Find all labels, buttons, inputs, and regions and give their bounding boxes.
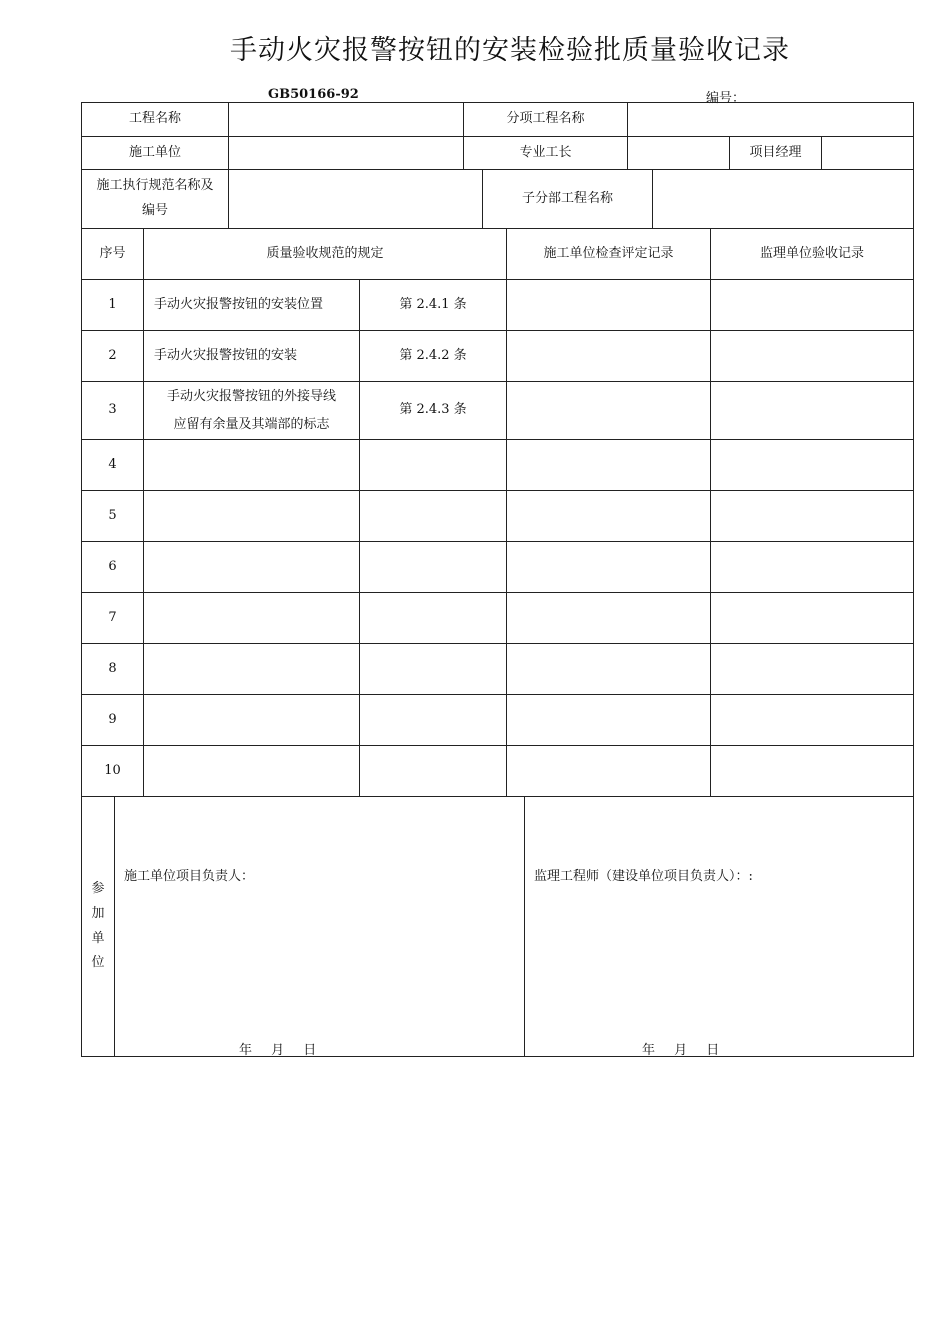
inspection-table [81, 228, 914, 797]
row-supervisor-record-field[interactable] [711, 491, 914, 542]
row-clause-field[interactable] [360, 746, 507, 797]
row-contractor-record-field[interactable] [507, 593, 711, 644]
row-no: 2 [82, 331, 144, 382]
page-title: 手动火灾报警按钮的安装检验批质量验收记录 [230, 35, 790, 66]
row-no: 7 [82, 593, 144, 644]
row-no: 3 [82, 382, 144, 440]
row-no: 1 [82, 280, 144, 331]
row-no: 10 [82, 746, 144, 797]
row-supervisor-record-field[interactable] [711, 382, 914, 440]
row-item [144, 382, 360, 440]
signature-table [81, 796, 914, 1057]
standard-code: GB50166-92 [268, 87, 359, 102]
contractor-signer-label: 施工单位项目负责人： [124, 869, 255, 884]
row-item-field[interactable] [144, 695, 360, 746]
project-manager-label: 项目经理 [730, 137, 822, 170]
row-contractor-record-field[interactable] [507, 440, 711, 491]
exec-standard-label [82, 170, 229, 229]
exec-standard-field[interactable] [229, 170, 483, 229]
row-clause-field[interactable] [360, 593, 507, 644]
table-row [82, 695, 914, 746]
participants-label-char: 单 [91, 930, 105, 946]
row-contractor-record-field[interactable] [507, 695, 711, 746]
row-supervisor-record-field[interactable] [711, 331, 914, 382]
sub-item-name-label: 分项工程名称 [464, 103, 628, 137]
contractor-date: 年 月 日 [239, 1043, 317, 1057]
column-header-seq: 序号 [82, 229, 144, 280]
record-number-label: 编号： [706, 91, 746, 106]
row-clause: 第 2.4.1 条 [360, 280, 507, 331]
row-item-field[interactable] [144, 542, 360, 593]
row-clause-field[interactable] [360, 440, 507, 491]
row-item-line2: 应留有余量及其端部的标志 [173, 416, 330, 432]
row-item-field[interactable] [144, 491, 360, 542]
row-supervisor-record-field[interactable] [711, 746, 914, 797]
project-name-label: 工程名称 [82, 103, 229, 137]
row-supervisor-record-field[interactable] [711, 280, 914, 331]
table-row [82, 331, 914, 382]
participants-label [82, 797, 115, 1057]
contractor-signature-area[interactable] [115, 797, 525, 1057]
column-header-contractor-record: 施工单位检查评定记录 [507, 229, 711, 280]
row-clause-field[interactable] [360, 695, 507, 746]
row-contractor-record-field[interactable] [507, 491, 711, 542]
project-name-field[interactable] [229, 103, 464, 137]
sub-division-name-field[interactable] [653, 170, 914, 229]
construction-unit-label: 施工单位 [82, 137, 229, 170]
row-clause-field[interactable] [360, 542, 507, 593]
row-contractor-record-field[interactable] [507, 746, 711, 797]
record-form [81, 102, 913, 1057]
header-table-standard [81, 169, 914, 229]
exec-standard-label-line1: 施工执行规范名称及 [96, 178, 214, 194]
table-row [82, 593, 914, 644]
row-clause: 第 2.4.3 条 [360, 382, 507, 440]
header-table-basic [81, 102, 914, 170]
table-row [82, 440, 914, 491]
supervisor-date: 年 月 日 [642, 1043, 720, 1057]
foreman-label: 专业工长 [464, 137, 628, 170]
supervisor-signature-area[interactable] [525, 797, 914, 1057]
sub-division-name-label: 子分部工程名称 [483, 170, 653, 229]
column-header-supervisor-record: 监理单位验收记录 [711, 229, 914, 280]
row-item: 手动火灾报警按钮的安装 [144, 331, 360, 382]
row-no: 4 [82, 440, 144, 491]
row-item-field[interactable] [144, 593, 360, 644]
row-contractor-record-field[interactable] [507, 280, 711, 331]
row-contractor-record-field[interactable] [507, 542, 711, 593]
row-no: 9 [82, 695, 144, 746]
row-contractor-record-field[interactable] [507, 644, 711, 695]
table-row [82, 644, 914, 695]
row-supervisor-record-field[interactable] [711, 695, 914, 746]
sub-item-name-field[interactable] [628, 103, 914, 137]
project-manager-field[interactable] [822, 137, 914, 170]
row-item-field[interactable] [144, 644, 360, 695]
row-contractor-record-field[interactable] [507, 331, 711, 382]
participants-label-char: 位 [91, 955, 105, 971]
exec-standard-label-line2: 编号 [141, 203, 168, 218]
table-row [82, 542, 914, 593]
column-header-spec: 质量验收规范的规定 [144, 229, 507, 280]
participants-label-char: 加 [91, 905, 105, 921]
table-row [82, 746, 914, 797]
row-supervisor-record-field[interactable] [711, 644, 914, 695]
row-supervisor-record-field[interactable] [711, 542, 914, 593]
row-no: 6 [82, 542, 144, 593]
row-supervisor-record-field[interactable] [711, 593, 914, 644]
construction-unit-field[interactable] [229, 137, 464, 170]
participants-label-char: 参 [91, 881, 105, 897]
table-row [82, 280, 914, 331]
row-item-line1: 手动火灾报警按钮的外接导线 [166, 388, 336, 404]
row-clause-field[interactable] [360, 644, 507, 695]
row-item-field[interactable] [144, 746, 360, 797]
row-contractor-record-field[interactable] [507, 382, 711, 440]
row-no: 5 [82, 491, 144, 542]
row-clause: 第 2.4.2 条 [360, 331, 507, 382]
table-row [82, 382, 914, 440]
table-row [82, 491, 914, 542]
row-item: 手动火灾报警按钮的安装位置 [144, 280, 360, 331]
row-no: 8 [82, 644, 144, 695]
row-supervisor-record-field[interactable] [711, 440, 914, 491]
row-item-field[interactable] [144, 440, 360, 491]
supervisor-signer-label: 监理工程师（建设单位项目负责人）：: [534, 869, 753, 884]
foreman-field[interactable] [628, 137, 730, 170]
row-clause-field[interactable] [360, 491, 507, 542]
